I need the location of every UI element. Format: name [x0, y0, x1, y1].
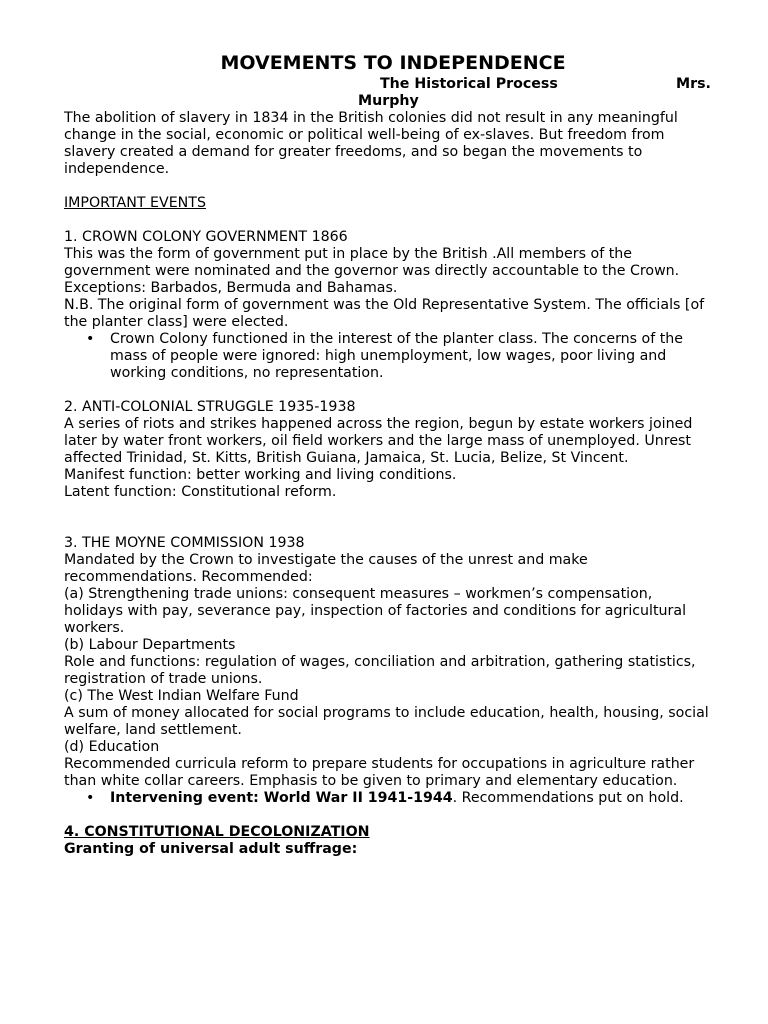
important-events-heading: IMPORTANT EVENTS: [64, 195, 206, 211]
author-first: Mrs.: [676, 76, 711, 92]
page-title: MOVEMENTS TO INDEPENDENCE: [220, 52, 566, 74]
section-3-paragraph: (b) Labour Departments: [64, 637, 236, 653]
section-3-paragraph: Role and functions: regulation of wages, conciliation and arbitration, gathering statistics, registration of trade unions.: [64, 654, 696, 687]
section-1-paragraph: This was the form of government put in place by the British .All members of the government were nominated and the governor was directly accountable to the Crown.: [64, 246, 680, 279]
section-4-subheading: Granting of universal adult suffrage:: [64, 841, 358, 857]
bullet-icon: •: [86, 331, 95, 347]
subtitle-line: [64, 76, 714, 110]
subtitle: The Historical Process: [380, 76, 558, 92]
document-page: [64, 50, 714, 858]
section-1-heading: 1. CROWN COLONY GOVERNMENT 1866: [64, 229, 348, 245]
section-1-paragraph: Exceptions: Barbados, Bermuda and Bahamas.: [64, 280, 398, 296]
section-2-heading: 2. ANTI-COLONIAL STRUGGLE 1935-1938: [64, 399, 356, 415]
section-4-heading: 4. CONSTITUTIONAL DECOLONIZATION: [64, 824, 370, 840]
list-item: [64, 790, 714, 807]
list-item-text: Crown Colony functioned in the interest of the planter class. The concerns of the mass of people were ignored: high unemployment, low wages, poor living and working conditions, no representation.: [110, 331, 684, 381]
section-2-paragraph: Manifest function: better working and living conditions.: [64, 467, 457, 483]
section-3-paragraph: A sum of money allocated for social programs to include education, health, housing, social welfare, land settlement.: [64, 705, 709, 738]
list-item-text: . Recommendations put on hold.: [452, 790, 684, 806]
section-3-paragraph: Recommended curricula reform to prepare students for occupations in agriculture rather than white collar careers. Emphasis to be given to primary and elementary education.: [64, 756, 695, 789]
section-3-paragraph: (c) The West Indian Welfare Fund: [64, 688, 299, 704]
list-item-bold-text: Intervening event: World War II 1941-1944: [110, 790, 453, 806]
section-2-paragraph: A series of riots and strikes happened across the region, begun by estate workers joined later by water front workers, oil field workers and the large mass of unemployed. Unrest affected Trinidad, St. Kitts, British Guiana, Jamaica, St. Lucia, Belize, St Vincent.: [64, 416, 693, 466]
section-3-paragraph: (d) Education: [64, 739, 160, 755]
section-3-list: [64, 790, 714, 807]
section-3-heading: 3. THE MOYNE COMMISSION 1938: [64, 535, 305, 551]
intro-paragraph: The abolition of slavery in 1834 in the British colonies did not result in any meaningful change in the social, economic or political well-being of ex-slaves. But freedom from slavery created a demand for greater freedoms, and so began the movements to independence.: [64, 110, 678, 177]
author-last: Murphy: [358, 93, 419, 109]
section-3-paragraph: (a) Strengthening trade unions: consequent measures – workmen’s compensation, holidays with pay, severance pay, inspection of factories and conditions for agricultural workers.: [64, 586, 687, 636]
bullet-icon: •: [86, 790, 95, 806]
section-1-list: [64, 331, 714, 382]
section-1-paragraph: N.B. The original form of government was the Old Representative System. The officials [of the planter class] were elected.: [64, 297, 705, 330]
section-2-paragraph: Latent function: Constitutional reform.: [64, 484, 337, 500]
list-item: [64, 331, 714, 382]
section-3-paragraph: Mandated by the Crown to investigate the causes of the unrest and make recommendations. Recommended:: [64, 552, 588, 585]
